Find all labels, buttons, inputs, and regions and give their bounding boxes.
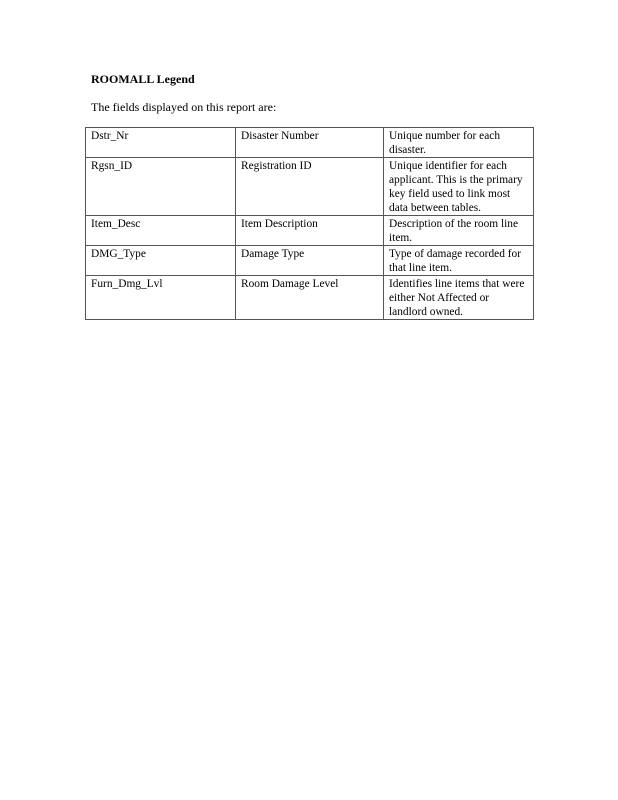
table-row — [86, 216, 534, 246]
field-name-cell: Room Damage Level — [236, 276, 384, 320]
intro-text: The fields displayed on this report are: — [91, 100, 277, 114]
field-description-cell: Unique number for each disaster. — [384, 128, 534, 158]
field-code-cell: Dstr_Nr — [86, 128, 236, 158]
field-description-cell: Type of damage recorded for that line item. — [384, 246, 534, 276]
legend-table — [85, 127, 534, 320]
field-code-cell: Rgsn_ID — [86, 158, 236, 216]
field-description-cell: Description of the room line item. — [384, 216, 534, 246]
field-code-cell: DMG_Type — [86, 246, 236, 276]
field-code-cell: Furn_Dmg_Lvl — [86, 276, 236, 320]
field-description-cell: Identifies line items that were either Not Affected or landlord owned. — [384, 276, 534, 320]
field-name-cell: Item Description — [236, 216, 384, 246]
field-description-cell: Unique identifier for each applicant. This is the primary key field used to link most data between tables. — [384, 158, 534, 216]
table-row — [86, 246, 534, 276]
field-code-cell: Item_Desc — [86, 216, 236, 246]
field-name-cell: Registration ID — [236, 158, 384, 216]
field-name-cell: Damage Type — [236, 246, 384, 276]
table-row — [86, 158, 534, 216]
field-name-cell: Disaster Number — [236, 128, 384, 158]
page-title: ROOMALL Legend — [91, 72, 195, 86]
table-row — [86, 276, 534, 320]
table-row — [86, 128, 534, 158]
